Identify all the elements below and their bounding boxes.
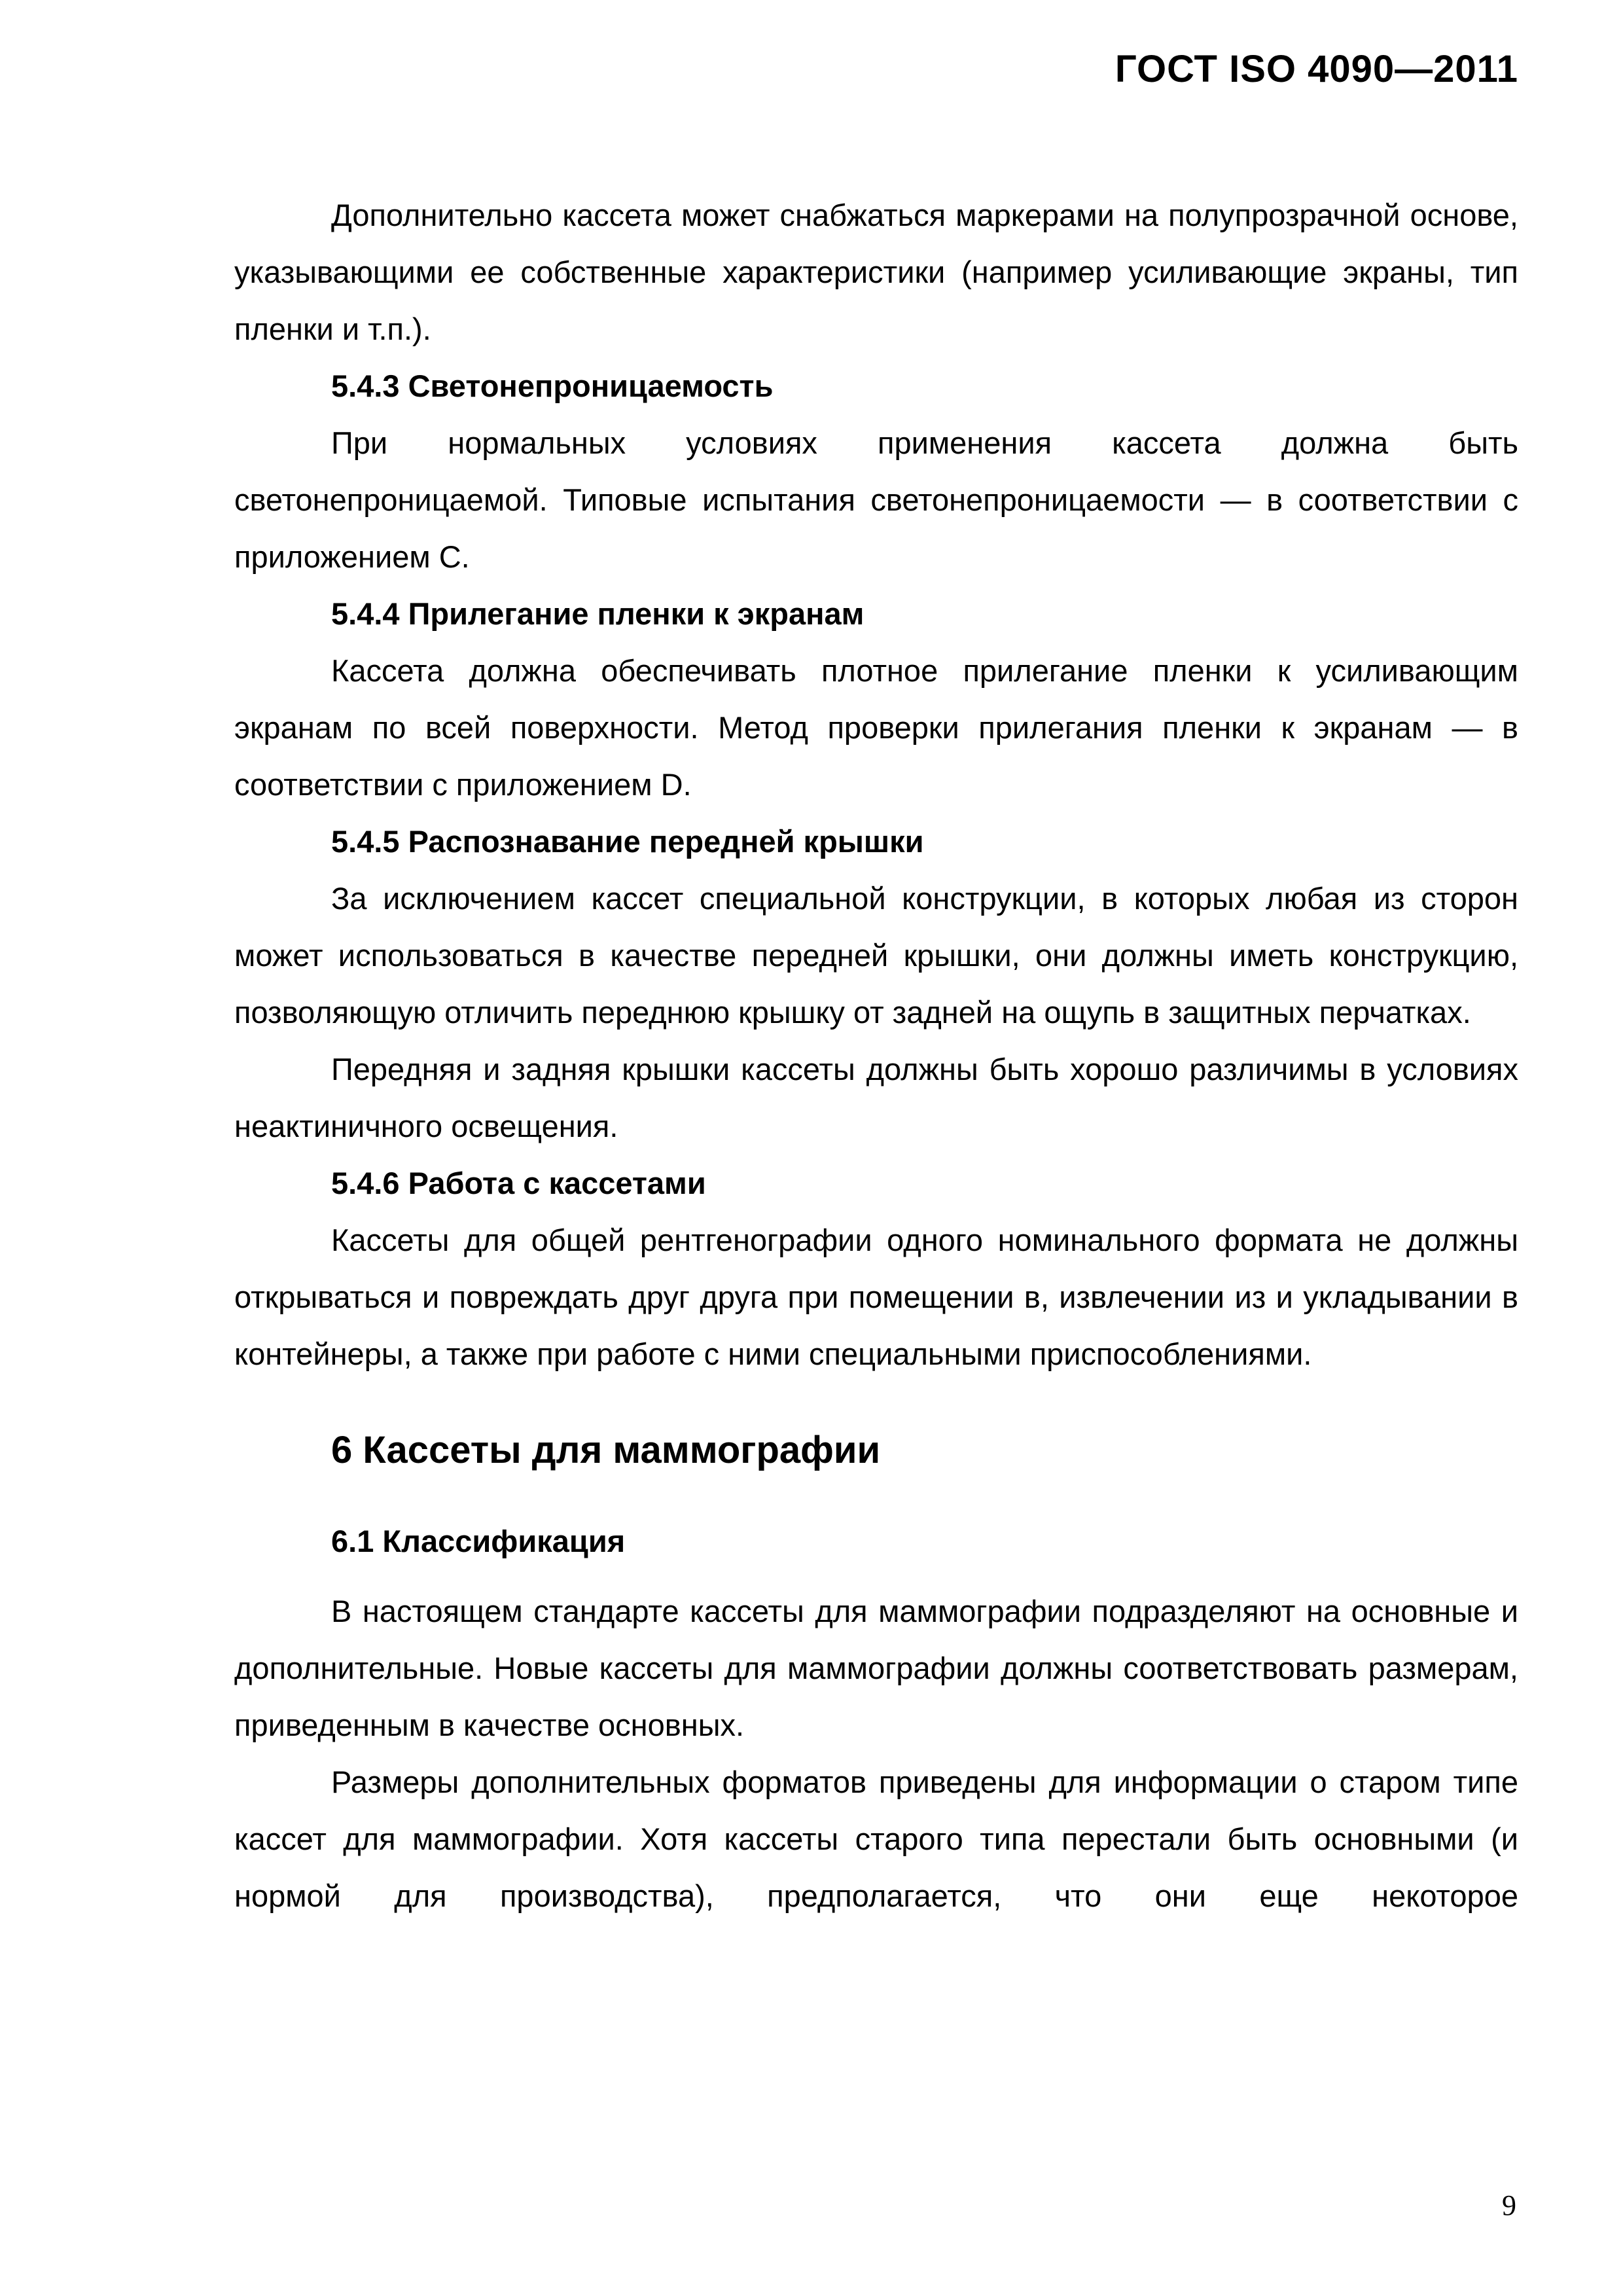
heading-5-4-4: 5.4.4 Прилегание пленки к экранам xyxy=(331,596,865,631)
paragraph-5-4-5-first: За исключением кассет специальной конструкции, в которых любая из сторон может использоваться в качестве передней крышки, они должны иметь конструкцию, позволяющую отличить переднюю крышку от задней на ощупь в защитных перчатках. xyxy=(234,881,1518,1030)
heading-5-4-6: 5.4.6 Работа с кассетами xyxy=(331,1166,706,1200)
section-spacer xyxy=(234,1382,1518,1422)
paragraph-markers: Дополнительно кассета может снабжаться маркерами на полупрозрачной основе, указывающими ее собственные характеристики (например усиливающие экраны, тип пленки и т.п.). xyxy=(234,198,1518,346)
paragraph-6-1-second: Размеры дополнительных форматов приведены для информации о старом типе кассет для маммографии. Хотя кассеты старого типа перестали быть основными (и нормой для производства), предполагается, что они еще некоторое xyxy=(234,1765,1518,1913)
paragraph-6-1-first: В настоящем стандарте кассеты для маммографии подразделяют на основные и дополнительные. Новые кассеты для маммографии должны соответствовать размерам, приведенным в качестве основных. xyxy=(234,1594,1518,1742)
paragraph-5-4-5-second: Передняя и задняя крышки кассеты должны быть хорошо различимы в условиях неактиничного освещения. xyxy=(234,1052,1518,1143)
document-body xyxy=(234,187,1518,1924)
paragraph-5-4-6: Кассеты для общей рентгенографии одного номинального формата не должны открываться и повреждать друг друга при помещении в, извлечении из и укладывании в контейнеры, а также при работе с ними специальными приспособлениями. xyxy=(234,1223,1518,1371)
paragraph-5-4-3: При нормальных условиях применения кассета должна быть светонепроницаемой. Типовые испытания светонепроницаемости — в соответствии с приложением С. xyxy=(234,425,1518,574)
heading-5-4-3: 5.4.3 Светонепроницаемость xyxy=(331,368,774,403)
standard-designation: ГОСТ ISO 4090—2011 xyxy=(1115,48,1518,90)
heading-5-4-5: 5.4.5 Распознавание передней крышки xyxy=(331,824,924,859)
heading-section-6: 6 Кассеты для маммографии xyxy=(331,1429,881,1471)
section-spacer xyxy=(234,1479,1518,1513)
heading-6-1: 6.1 Классификация xyxy=(331,1524,626,1558)
section-spacer xyxy=(234,1570,1518,1583)
page-number: 9 xyxy=(1502,2189,1516,2221)
paragraph-5-4-4: Кассета должна обеспечивать плотное прилегание пленки к усиливающим экранам по всей поверхности. Метод проверки прилегания пленки к экранам — в соответствии с приложением D. xyxy=(234,653,1518,802)
